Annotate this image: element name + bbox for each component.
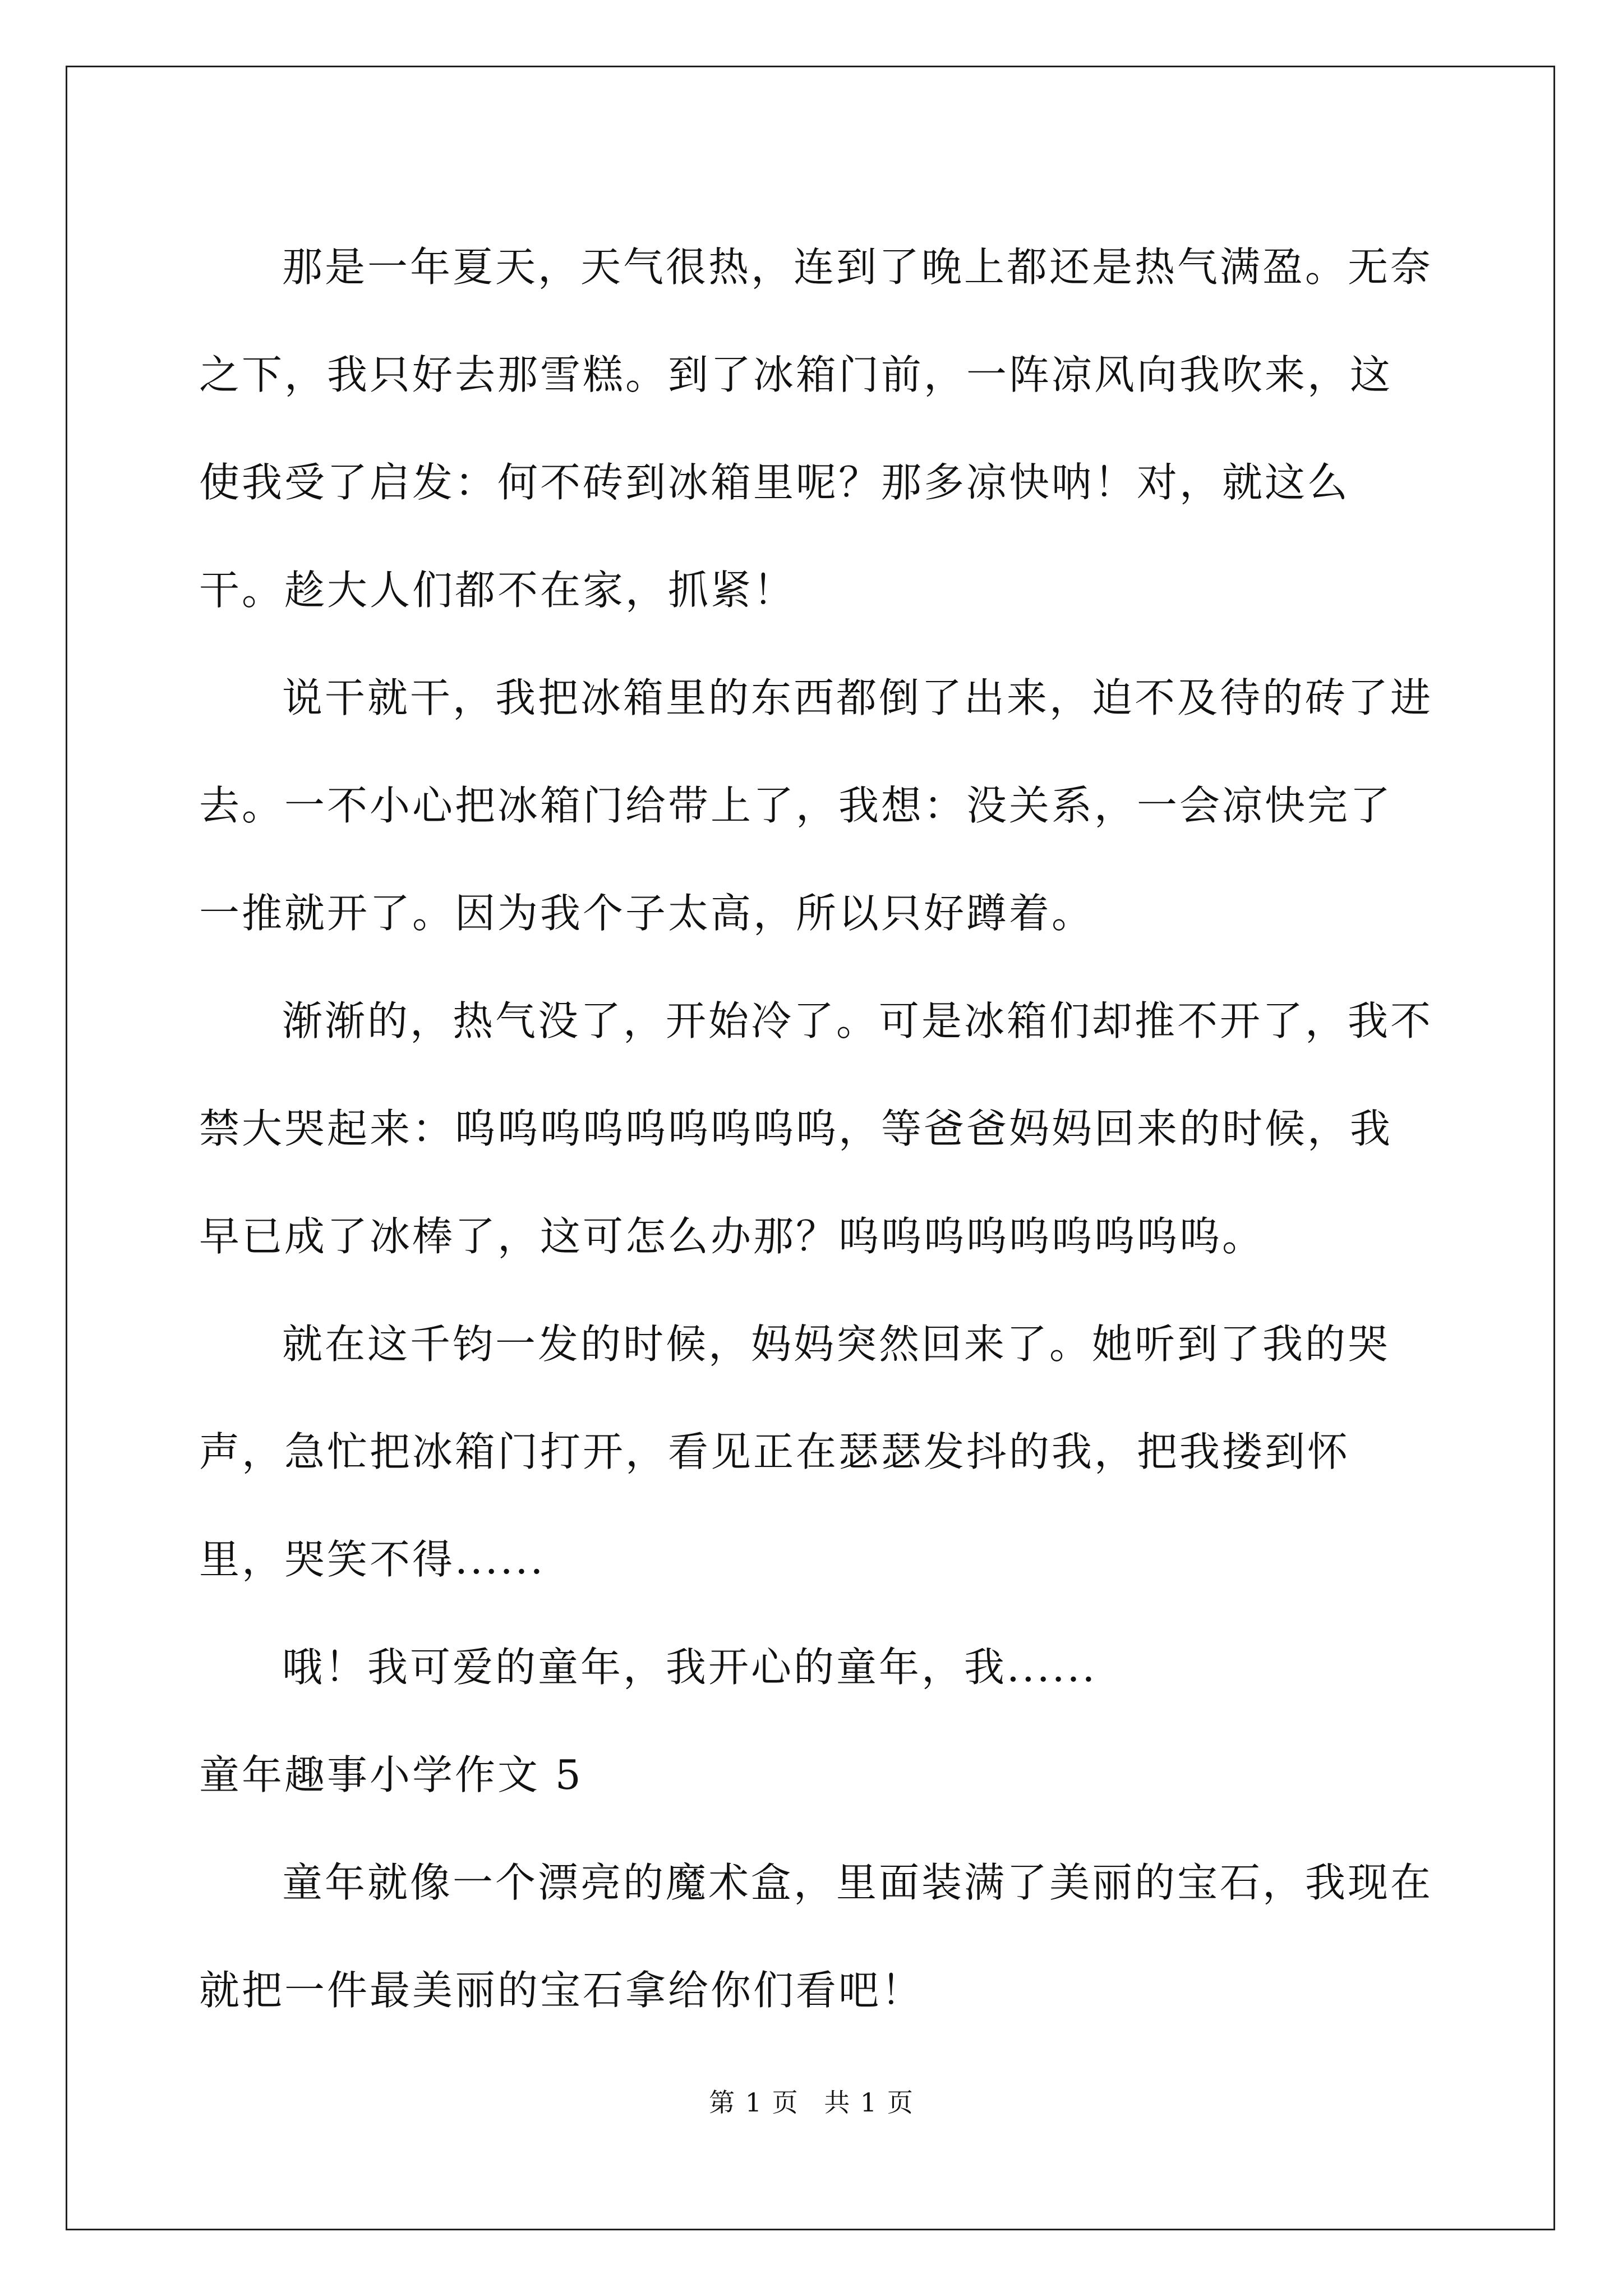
paragraph: 说干就干，我把冰箱里的东西都倒了出来，迫不及待的砖了进去。一不小心把冰箱门给带上了，我想：没关系，一会凉快完了一推就开了。因为我个子太高，所以只好蹲着。 <box>199 674 1433 937</box>
document-body <box>199 213 1433 2044</box>
section-heading: 童年趣事小学作文 5 <box>199 1751 583 1798</box>
page-total: 共 1 页 <box>824 2087 914 2118</box>
page-footer <box>0 2082 1623 2119</box>
paragraph: 那是一年夏天，天气很热，连到了晚上都还是热气满盈。无奈之下，我只好去那雪糕。到了冰箱门前，一阵凉风向我吹来，这使我受了启发：何不砖到冰箱里呢？那多凉快呐！对，就这么干。趁大人们都不在家，抓紧！ <box>199 243 1433 614</box>
paragraph: 就在这千钧一发的时候，妈妈突然回来了。她听到了我的哭声，急忙把冰箱门打开，看见正在瑟瑟发抖的我，把我搂到怀里，哭笑不得...... <box>199 1320 1391 1583</box>
paragraph: 渐渐的，热气没了，开始冷了。可是冰箱们却推不开了，我不禁大哭起来：呜呜呜呜呜呜呜呜呜，等爸爸妈妈回来的时候，我早已成了冰棒了，这可怎么办那？呜呜呜呜呜呜呜呜呜。 <box>199 997 1433 1260</box>
paragraph: 童年就像一个漂亮的魔术盒，里面装满了美丽的宝石，我现在就把一件最美丽的宝石拿给你们看吧！ <box>199 1859 1433 2014</box>
page-number: 第 1 页 <box>709 2087 799 2118</box>
paragraph: 哦！我可爱的童年，我开心的童年，我...... <box>282 1644 1098 1691</box>
